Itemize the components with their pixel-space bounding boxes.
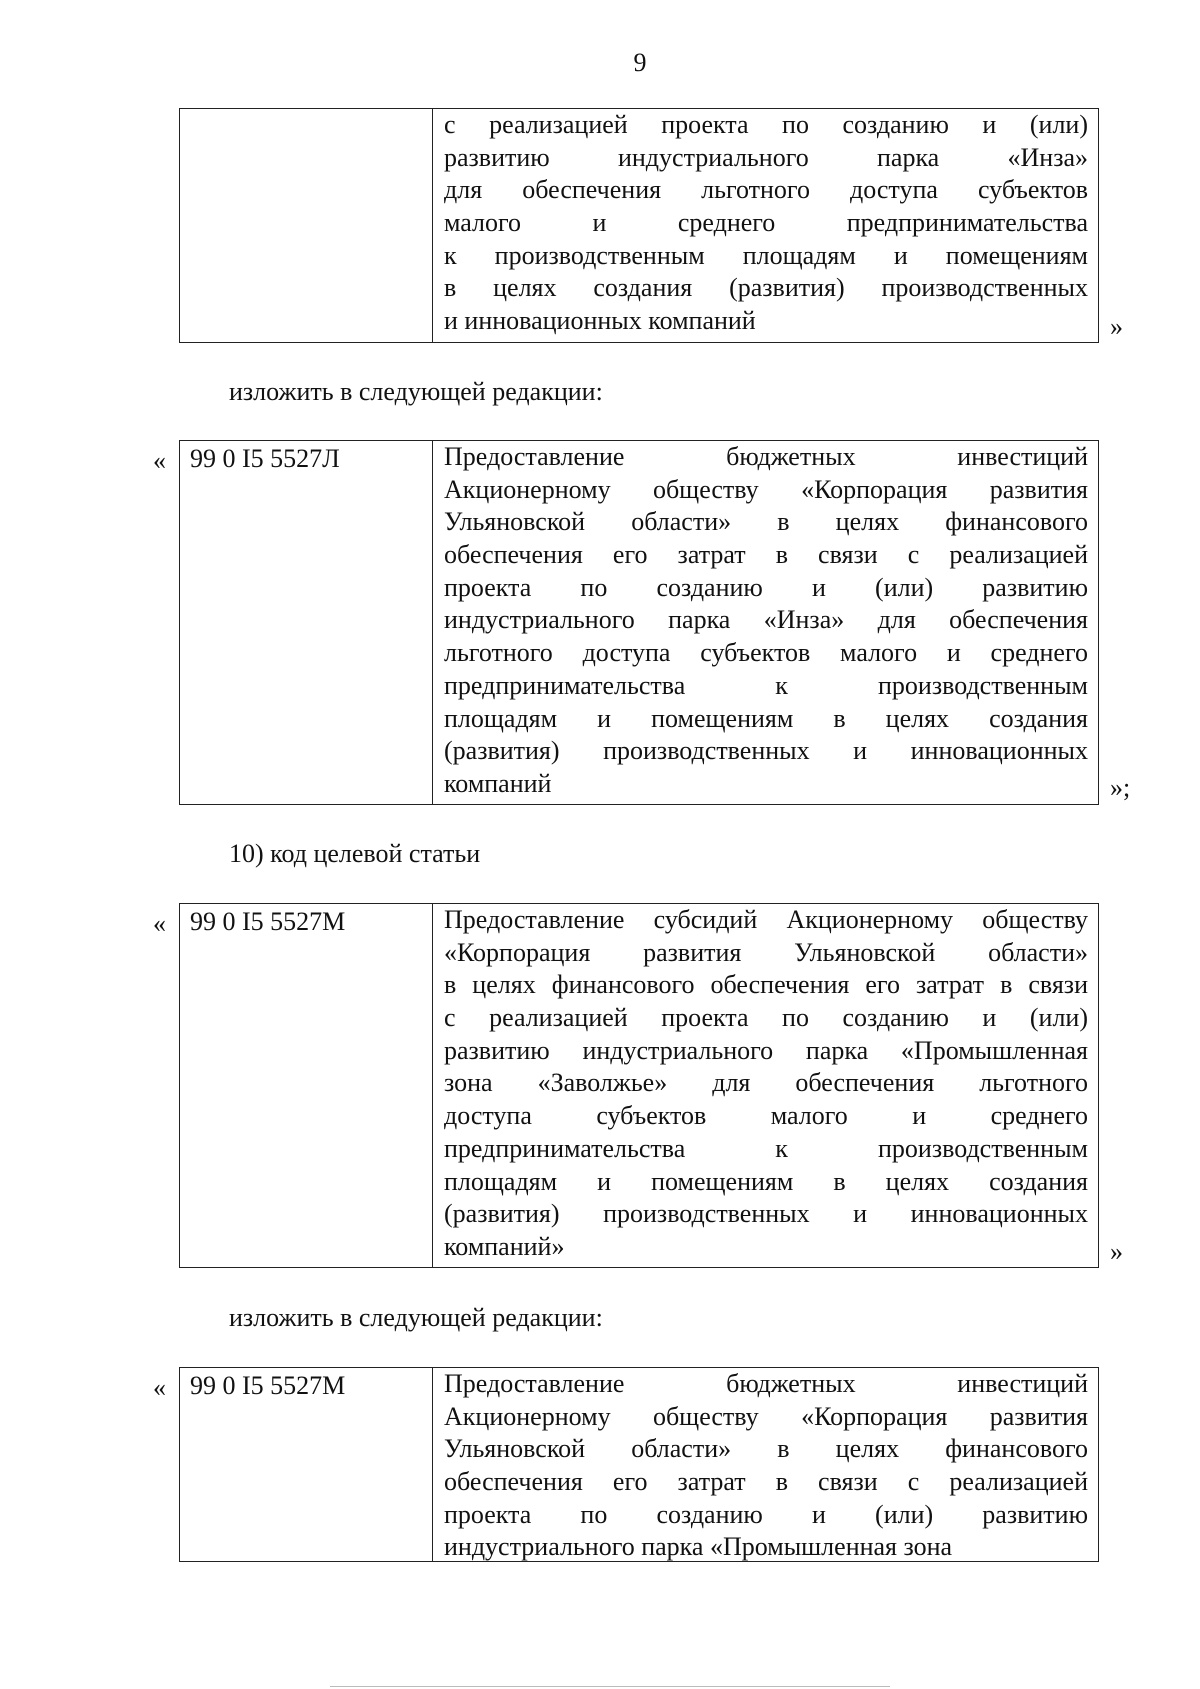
- text-line: Предоставление бюджетных инвестиций: [444, 1369, 1088, 1398]
- text-line: компаний»: [444, 1231, 565, 1261]
- text-line: и инновационных компаний: [444, 306, 756, 336]
- text-line: площадям и помещениям в целях создания: [444, 1166, 1088, 1196]
- closing-quote: »;: [1110, 773, 1131, 802]
- opening-quote: «: [153, 446, 166, 475]
- page-number: 9: [633, 48, 647, 77]
- text-line: (развития) производственных и инновационных: [444, 1199, 1088, 1229]
- text-line: Акционерному обществу «Корпорация развития: [444, 474, 1088, 504]
- text-line: льготного доступа субъектов малого и среднего: [444, 638, 1088, 668]
- text-line: доступа субъектов малого и среднего: [444, 1101, 1088, 1131]
- text-line: Акционерному обществу «Корпорация развития: [444, 1401, 1088, 1431]
- text-line: зона «Заволжье» для обеспечения льготного: [444, 1068, 1088, 1098]
- code-cell: 99 0 I5 5527М: [180, 904, 433, 1267]
- text-line: площадям и помещениям в целях создания: [444, 703, 1088, 733]
- scan-artifact: [330, 1686, 890, 1687]
- text-line: малого и среднего предпринимательства: [444, 208, 1088, 238]
- text-line: индустриального парка «Инза» для обеспечения: [444, 605, 1088, 635]
- text-line: обеспечения его затрат в связи с реализацией: [444, 1467, 1088, 1497]
- description-cell: [433, 441, 1098, 804]
- text-line: «Корпорация развития Ульяновской области»: [444, 937, 1088, 967]
- text-line: предпринимательства к производственным: [444, 1133, 1088, 1163]
- text-line: индустриального парка «Промышленная зона: [444, 1532, 953, 1562]
- text-line: в целях создания (развития) производственных: [444, 273, 1088, 303]
- text-line: компаний: [444, 768, 552, 798]
- opening-quote: «: [153, 909, 166, 938]
- table-new-code-l: [179, 440, 1099, 805]
- item-heading: 10) код целевой статьи: [229, 839, 481, 868]
- instruction-paragraph: изложить в следующей редакции:: [229, 1303, 603, 1332]
- code-cell: [180, 109, 433, 342]
- text-line: в целях финансового обеспечения его затрат в связи: [444, 970, 1088, 1000]
- text-line: (развития) производственных и инновационных: [444, 736, 1088, 766]
- closing-quote: »: [1110, 1237, 1123, 1266]
- text-line: развитию индустриального парка «Промышленная: [444, 1035, 1088, 1065]
- instruction-paragraph: изложить в следующей редакции:: [229, 377, 603, 406]
- text-line: с реализацией проекта по созданию и (или): [444, 1003, 1088, 1033]
- code-cell: 99 0 I5 5527Л: [180, 441, 433, 804]
- text-line: проекта по созданию и (или) развитию: [444, 572, 1088, 602]
- text-line: Ульяновской области» в целях финансового: [444, 1434, 1088, 1464]
- description-cell: [433, 1368, 1098, 1561]
- description-cell: [433, 109, 1098, 342]
- text-line: к производственным площадям и помещениям: [444, 240, 1088, 270]
- code-cell: 99 0 I5 5527М: [180, 1368, 433, 1561]
- description-cell: [433, 904, 1098, 1267]
- text-line: для обеспечения льготного доступа субъектов: [444, 175, 1088, 205]
- table-old-code-m: [179, 903, 1099, 1268]
- text-line: развитию индустриального парка «Инза»: [444, 142, 1088, 172]
- closing-quote: »: [1110, 312, 1123, 341]
- text-line: Предоставление субсидий Акционерному обществу: [444, 905, 1088, 934]
- table-continuation: [179, 108, 1099, 343]
- text-line: проекта по созданию и (или) развитию: [444, 1499, 1088, 1529]
- text-line: с реализацией проекта по созданию и (или): [444, 110, 1088, 139]
- text-line: Предоставление бюджетных инвестиций: [444, 442, 1088, 471]
- table-new-code-m: [179, 1367, 1099, 1562]
- text-line: обеспечения его затрат в связи с реализацией: [444, 540, 1088, 570]
- text-line: Ульяновской области» в целях финансового: [444, 507, 1088, 537]
- opening-quote: «: [153, 1373, 166, 1402]
- text-line: предпринимательства к производственным: [444, 670, 1088, 700]
